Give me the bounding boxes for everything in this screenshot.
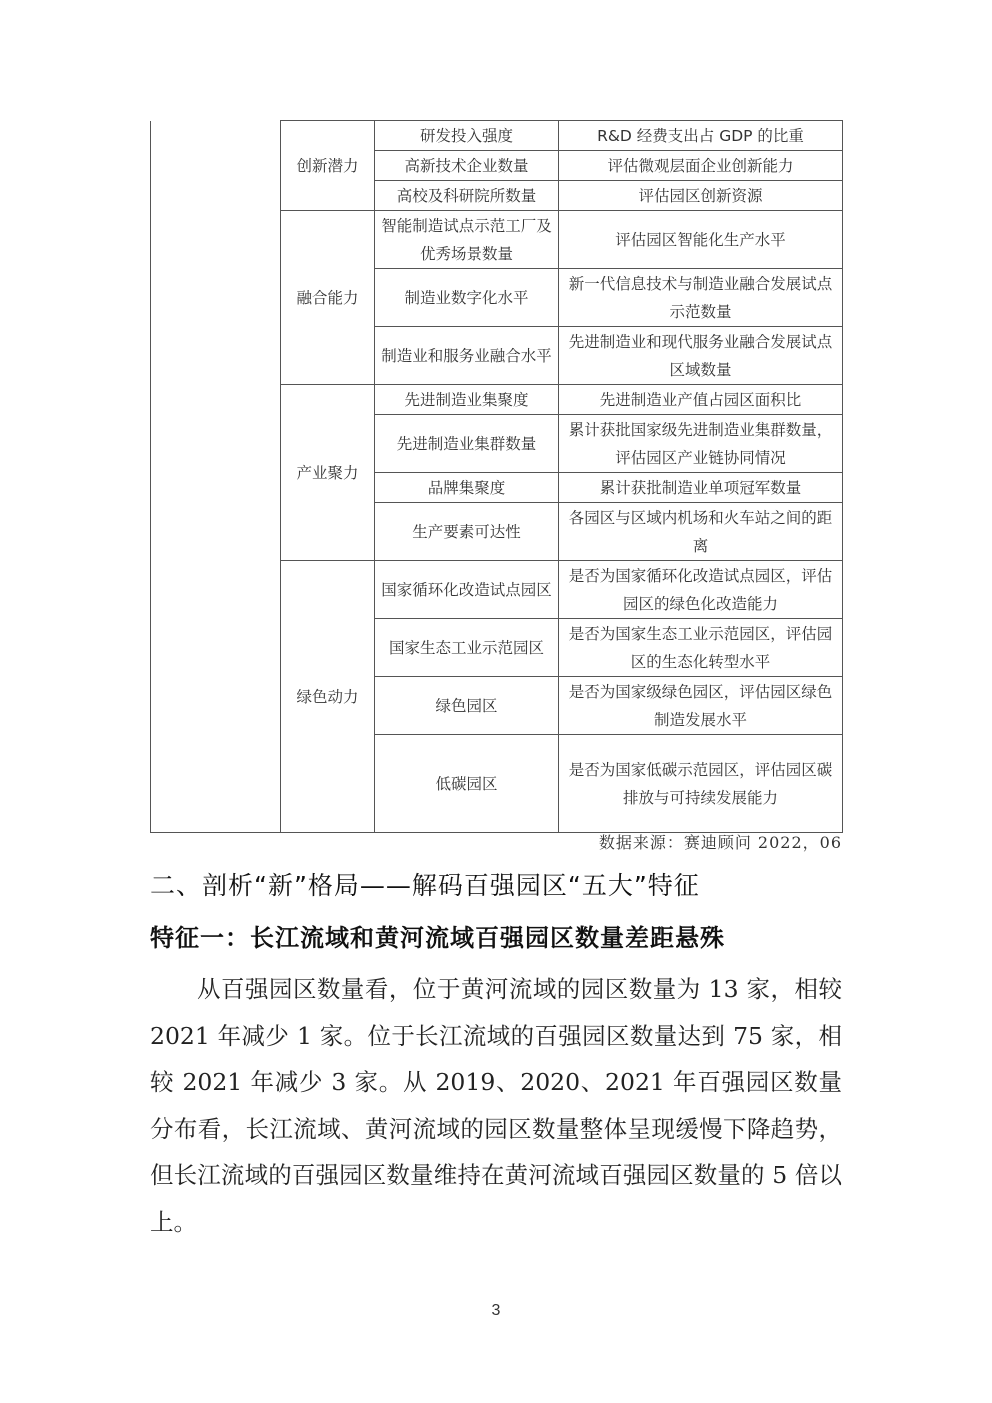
description-cell: 是否为国家低碳示范园区，评估园区碳排放与可持续发展能力: [559, 735, 843, 833]
description-cell: 新一代信息技术与制造业融合发展试点示范数量: [559, 269, 843, 327]
description-cell: 各园区与区域内机场和火车站之间的距离: [559, 503, 843, 561]
indicator-cell: 先进制造业集群数量: [375, 415, 559, 473]
page-number: 3: [491, 1302, 501, 1319]
indicator-cell: 绿色园区: [375, 677, 559, 735]
category-cell: 产业聚力: [281, 385, 375, 561]
description-cell: 累计获批国家级先进制造业集群数量，评估园区产业链协同情况: [559, 415, 843, 473]
indicator-cell: 高新技术企业数量: [375, 151, 559, 181]
description-cell: 评估微观层面企业创新能力: [559, 151, 843, 181]
section-heading: 二、剖析“新”格局——解码百强园区“五大”特征: [150, 871, 700, 900]
table-first-column: [151, 121, 281, 833]
data-source-note: 数据来源：赛迪顾问 2022，06: [598, 833, 842, 852]
feature-heading: 特征一：长江流域和黄河流域百强园区数量差距悬殊: [150, 924, 725, 952]
table-row: [151, 121, 843, 151]
description-cell: 是否为国家级绿色园区，评估园区绿色制造发展水平: [559, 677, 843, 735]
indicator-cell: 生产要素可达性: [375, 503, 559, 561]
category-cell: 绿色动力: [281, 561, 375, 833]
description-cell: 先进制造业和现代服务业融合发展试点区域数量: [559, 327, 843, 385]
description-cell: 评估园区智能化生产水平: [559, 211, 843, 269]
description-cell: R&D 经费支出占 GDP 的比重: [559, 121, 843, 151]
indicator-table: [150, 120, 843, 833]
description-cell: 先进制造业产值占园区面积比: [559, 385, 843, 415]
indicator-cell: 先进制造业集聚度: [375, 385, 559, 415]
description-cell: 是否为国家生态工业示范园区，评估园区的生态化转型水平: [559, 619, 843, 677]
body-paragraph: 从百强园区数量看，位于黄河流域的园区数量为 13 家，相较 2021 年减少 1 家。位于长江流域的百强园区数量达到 75 家，相较 2021 年减少 3 家。从 2019、2020、2021 年百强园区数量分布看，长江流域、黄河流域的园区数量整体呈现缓慢下降趋势，但长江流域的百强园区数量维持在黄河流域百强园区数量的 5 倍以上。: [150, 975, 842, 1236]
indicator-cell: 品牌集聚度: [375, 473, 559, 503]
description-cell: 累计获批制造业单项冠军数量: [559, 473, 843, 503]
category-cell: 创新潜力: [281, 121, 375, 211]
indicator-cell: 智能制造试点示范工厂及优秀场景数量: [375, 211, 559, 269]
indicator-cell: 研发投入强度: [375, 121, 559, 151]
indicator-cell: 国家循环化改造试点园区: [375, 561, 559, 619]
indicator-cell: 高校及科研院所数量: [375, 181, 559, 211]
indicator-cell: 制造业数字化水平: [375, 269, 559, 327]
indicator-cell: 制造业和服务业融合水平: [375, 327, 559, 385]
description-cell: 是否为国家循环化改造试点园区，评估园区的绿色化改造能力: [559, 561, 843, 619]
description-cell: 评估园区创新资源: [559, 181, 843, 211]
indicator-cell: 国家生态工业示范园区: [375, 619, 559, 677]
category-cell: 融合能力: [281, 211, 375, 385]
indicator-cell: 低碳园区: [375, 735, 559, 833]
